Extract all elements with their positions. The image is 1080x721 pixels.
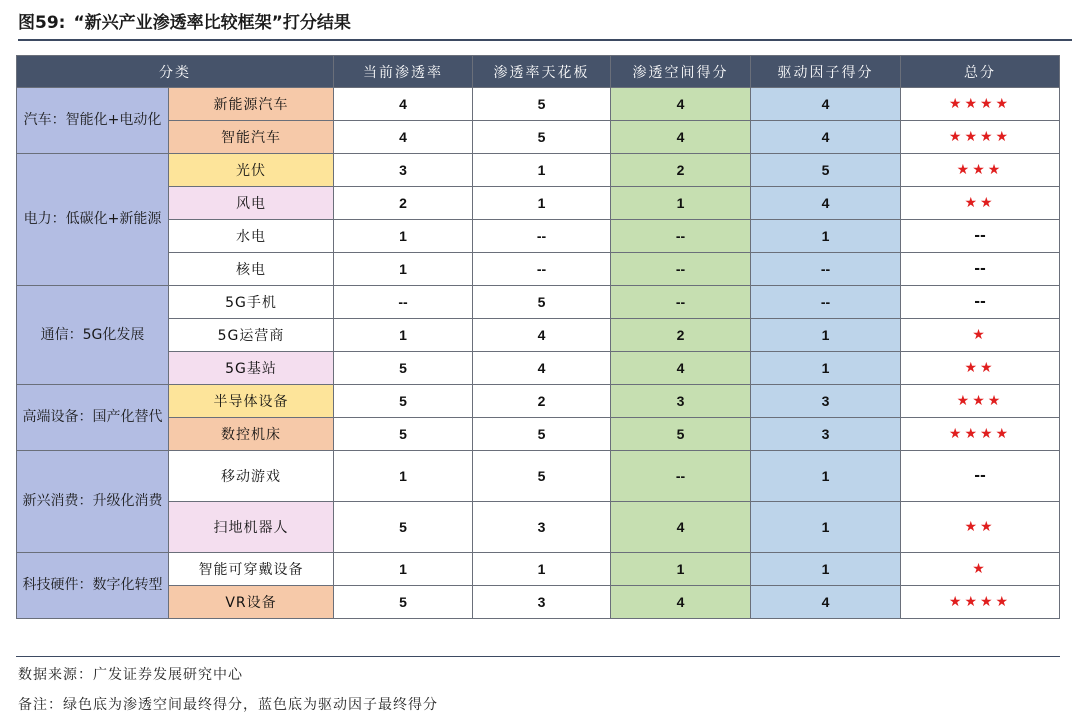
industry-name-cell: 5G运营商 (169, 319, 334, 352)
penetration-ceiling-cell: -- (473, 253, 611, 286)
driver-score-cell: 5 (751, 154, 901, 187)
space-score-cell: 4 (611, 502, 751, 553)
current-penetration-cell: 4 (334, 88, 473, 121)
industry-name-cell: 水电 (169, 220, 334, 253)
total-score-cell: ★★★ (901, 385, 1060, 418)
penetration-ceiling-cell: 5 (473, 451, 611, 502)
penetration-ceiling-cell: 4 (473, 352, 611, 385)
category-cell: 电力：低碳化+新能源 (17, 154, 169, 286)
header-current-penetration: 当前渗透率 (334, 56, 473, 88)
industry-name-cell: 新能源汽车 (169, 88, 334, 121)
driver-score-cell: 1 (751, 553, 901, 586)
space-score-cell: -- (611, 286, 751, 319)
driver-score-cell: 4 (751, 586, 901, 619)
table-row (17, 553, 1060, 586)
total-score-cell: ★ (901, 319, 1060, 352)
table-header (17, 56, 1060, 88)
space-score-cell: 2 (611, 319, 751, 352)
driver-score-cell: -- (751, 286, 901, 319)
total-score-cell: ★★★ (901, 154, 1060, 187)
driver-score-cell: 4 (751, 121, 901, 154)
driver-score-cell: 1 (751, 451, 901, 502)
table-row (17, 418, 1060, 451)
space-score-cell: 2 (611, 154, 751, 187)
penetration-ceiling-cell: 1 (473, 154, 611, 187)
header-space-score: 渗透空间得分 (611, 56, 751, 88)
industry-name-cell: 智能汽车 (169, 121, 334, 154)
driver-score-cell: 1 (751, 319, 901, 352)
penetration-ceiling-cell: 5 (473, 121, 611, 154)
space-score-cell: 4 (611, 586, 751, 619)
space-score-cell: -- (611, 220, 751, 253)
total-score-cell: ★★★★ (901, 121, 1060, 154)
footer-divider (16, 656, 1060, 657)
driver-score-cell: 1 (751, 352, 901, 385)
total-score-cell: -- (901, 220, 1060, 253)
industry-name-cell: 核电 (169, 253, 334, 286)
current-penetration-cell: 1 (334, 220, 473, 253)
title-divider (18, 39, 1072, 41)
penetration-ceiling-cell: 1 (473, 187, 611, 220)
penetration-ceiling-cell: 5 (473, 418, 611, 451)
space-score-cell: 3 (611, 385, 751, 418)
table-row (17, 253, 1060, 286)
penetration-ceiling-cell: 3 (473, 502, 611, 553)
penetration-ceiling-cell: 1 (473, 553, 611, 586)
header-total-score: 总分 (901, 56, 1060, 88)
current-penetration-cell: 1 (334, 553, 473, 586)
figure-number: 图59: (18, 13, 66, 33)
industry-name-cell: 5G基站 (169, 352, 334, 385)
header-category: 分类 (17, 56, 334, 88)
industry-name-cell: VR设备 (169, 586, 334, 619)
space-score-cell: -- (611, 253, 751, 286)
total-score-cell: ★ (901, 553, 1060, 586)
table-row (17, 286, 1060, 319)
driver-score-cell: 1 (751, 502, 901, 553)
driver-score-cell: 4 (751, 187, 901, 220)
total-score-cell: -- (901, 286, 1060, 319)
industry-name-cell: 移动游戏 (169, 451, 334, 502)
penetration-ceiling-cell: 4 (473, 319, 611, 352)
current-penetration-cell: 5 (334, 352, 473, 385)
category-cell: 科技硬件：数字化转型 (17, 553, 169, 619)
current-penetration-cell: 5 (334, 385, 473, 418)
category-cell: 高端设备：国产化替代 (17, 385, 169, 451)
current-penetration-cell: -- (334, 286, 473, 319)
header-penetration-ceiling: 渗透率天花板 (473, 56, 611, 88)
space-score-cell: 4 (611, 352, 751, 385)
current-penetration-cell: 2 (334, 187, 473, 220)
table-row (17, 502, 1060, 553)
current-penetration-cell: 1 (334, 319, 473, 352)
total-score-cell: ★★★★ (901, 418, 1060, 451)
table-row (17, 586, 1060, 619)
driver-score-cell: -- (751, 253, 901, 286)
industry-name-cell: 数控机床 (169, 418, 334, 451)
current-penetration-cell: 4 (334, 121, 473, 154)
table-row (17, 451, 1060, 502)
penetration-ceiling-cell: 3 (473, 586, 611, 619)
industry-name-cell: 扫地机器人 (169, 502, 334, 553)
penetration-ceiling-cell: 2 (473, 385, 611, 418)
penetration-ceiling-cell: -- (473, 220, 611, 253)
figure-caption: “新兴产业渗透率比较框架”打分结果 (73, 13, 351, 33)
data-source-note: 数据来源：广发证券发展研究中心 (18, 667, 243, 683)
current-penetration-cell: 3 (334, 154, 473, 187)
space-score-cell: 1 (611, 187, 751, 220)
penetration-ceiling-cell: 5 (473, 286, 611, 319)
figure-title (18, 10, 351, 36)
driver-score-cell: 3 (751, 385, 901, 418)
total-score-cell: ★★ (901, 502, 1060, 553)
driver-score-cell: 1 (751, 220, 901, 253)
space-score-cell: 1 (611, 553, 751, 586)
table-row (17, 385, 1060, 418)
total-score-cell: ★★★★ (901, 586, 1060, 619)
table-row (17, 121, 1060, 154)
category-cell: 新兴消费：升级化消费 (17, 451, 169, 553)
space-score-cell: 4 (611, 121, 751, 154)
space-score-cell: 4 (611, 88, 751, 121)
total-score-cell: ★★ (901, 187, 1060, 220)
industry-name-cell: 智能可穿戴设备 (169, 553, 334, 586)
total-score-cell: ★★ (901, 352, 1060, 385)
space-score-cell: 5 (611, 418, 751, 451)
current-penetration-cell: 5 (334, 502, 473, 553)
total-score-cell: -- (901, 451, 1060, 502)
current-penetration-cell: 5 (334, 586, 473, 619)
penetration-ceiling-cell: 5 (473, 88, 611, 121)
table-row (17, 220, 1060, 253)
driver-score-cell: 3 (751, 418, 901, 451)
total-score-cell: -- (901, 253, 1060, 286)
table-body (17, 88, 1060, 619)
category-cell: 通信：5G化发展 (17, 286, 169, 385)
industry-name-cell: 半导体设备 (169, 385, 334, 418)
industry-name-cell: 风电 (169, 187, 334, 220)
industry-name-cell: 光伏 (169, 154, 334, 187)
header-row (17, 56, 1060, 88)
remark-note: 备注：绿色底为渗透空间最终得分，蓝色底为驱动因子最终得分 (18, 697, 438, 713)
table-row (17, 319, 1060, 352)
space-score-cell: -- (611, 451, 751, 502)
header-driver-score: 驱动因子得分 (751, 56, 901, 88)
total-score-cell: ★★★★ (901, 88, 1060, 121)
current-penetration-cell: 1 (334, 253, 473, 286)
current-penetration-cell: 5 (334, 418, 473, 451)
driver-score-cell: 4 (751, 88, 901, 121)
table-row (17, 187, 1060, 220)
category-cell: 汽车：智能化+电动化 (17, 88, 169, 154)
scoring-table (16, 55, 1060, 619)
table-row (17, 88, 1060, 121)
table-row (17, 154, 1060, 187)
industry-name-cell: 5G手机 (169, 286, 334, 319)
table-row (17, 352, 1060, 385)
current-penetration-cell: 1 (334, 451, 473, 502)
